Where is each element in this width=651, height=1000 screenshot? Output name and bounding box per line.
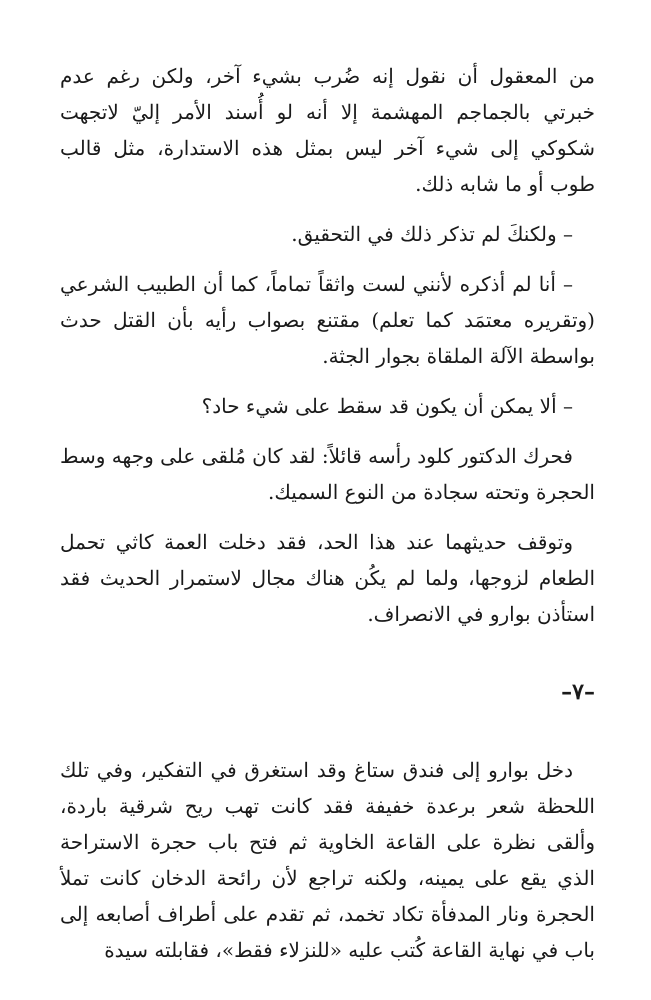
paragraph-4: – ألا يمكن أن يكون قد سقط على شيء حاد؟: [201, 394, 573, 418]
paragraph-2: – ولكنكَ لم تذكر ذلك في التحقيق.: [291, 222, 573, 246]
paragraph-1: من المعقول أن نقول إنه ضُرب بشيء آخر، ولكن رغم عدم خبرتي بالجماجم المهشمة إلا أنه لو أُسند الأمر إليّ لاتجهت شكوكي إلى شيء آخر ليس بمثل هذه الاستدارة، مثل قالب طوب أو ما شابه ذلك.: [60, 64, 595, 196]
paragraph-5: فحرك الدكتور كلود رأسه قائلاً: لقد كان مُلقى على وجهه وسط الحجرة وتحته سجادة من النوع السميك.: [60, 444, 595, 504]
paragraph-6: وتوقف حديثهما عند هذا الحد، فقد دخلت العمة كاثي تحمل الطعام لزوجها، ولما لم يكُن هناك مجال لاستمرار الحديث فقد استأذن بوارو في الانصراف.: [60, 530, 595, 626]
paragraph-7: دخل بوارو إلى فندق ستاغ وقد استغرق في التفكير، وفي تلك اللحظة شعر برعدة خفيفة فقد كانت تهب ريح شرقية باردة، وألقى نظرة على القاعة الخاوية ثم فتح باب حجرة الاستراحة الذي يقع على يمينه، ولكنه تراجع لأن رائحة الدخان كانت تملأ الحجرة ونار المدفأة تكاد تخمد، ثم تقدم على أطراف أصابعه إلى باب في نهاية القاعة كُتب عليه «للنزلاء فقط»، فقابلته سيدة: [60, 758, 595, 962]
chapter-number: –٧–: [561, 679, 595, 705]
book-page: [60, 58, 595, 968]
paragraph-3: – أنا لم أذكره لأنني لست واثقاً تماماً، كما أن الطبيب الشرعي (وتقريره معتمَد كما تعلم) مقتنع بصواب رأيه بأن القتل حدث بواسطة الآلة الملقاة بجوار الجثة.: [60, 272, 595, 368]
